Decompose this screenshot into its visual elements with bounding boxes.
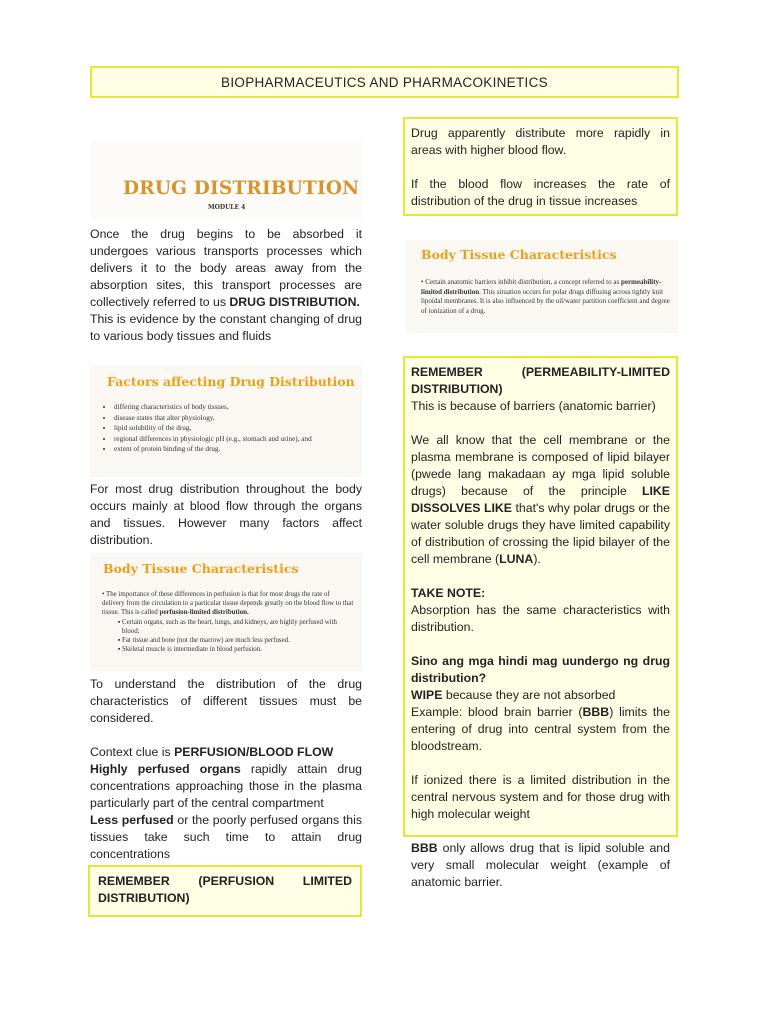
distribution-paragraph — [90, 481, 362, 549]
membrane-text: We all know that the cell membrane or the plasma membrane is composed of lipid bilayer (pwede lang makadaan ay mga lipid soluble drugs) because of the principle — [411, 433, 670, 498]
remember-permeability-box — [403, 356, 678, 889]
permeability-term: permeability-limited distribution — [421, 278, 662, 296]
list-item: • differing characteristics of body tissues, — [114, 402, 362, 413]
wipe-text: because they are not absorbed — [442, 688, 616, 702]
ionized-text: If ionized there is a limited distribution in the central nervous system and for those drug with high molecular weight — [411, 773, 670, 821]
factors-list — [100, 402, 362, 455]
barrier-text: This is because of barriers (anatomic barrier) — [411, 399, 656, 413]
intro-paragraph — [90, 226, 362, 345]
blood-flow-increase: If the blood flow increases the rate of distribution of the drug in tissue increases — [411, 177, 670, 208]
slide-subtitle: MODULE 4 — [208, 204, 246, 211]
perfusion-main: The importance of these differences in perfusion is that for most drugs the rate of delivery from the circulation to a particular tissue depends greatly on the blood flow to that tissue. This is called — [102, 591, 354, 617]
bbb-text: only allows drug that is lipid soluble and very small molecular weight (example of anatomic barrier. — [411, 841, 670, 889]
example-text: Example: blood brain barrier ( — [411, 705, 583, 719]
highly-text: rapidly attain drug concentrations approaching those in the plasma particularly part of the central compartment — [90, 762, 362, 810]
list-item: • regional differences in physiologic pH (e.g., stomach and urine), and — [114, 434, 362, 445]
list-item: • disease states that alter physiology, — [114, 413, 362, 424]
less-term: Less perfused — [90, 813, 174, 827]
context-term: PERFUSION/BLOOD FLOW — [174, 745, 334, 759]
slide-title: Body Tissue Characteristics — [421, 247, 617, 262]
document-title: BIOPHARMACEUTICS AND PHARMACOKINETICS — [221, 74, 548, 90]
membrane-text-end: ). — [533, 552, 541, 566]
slide-title: DRUG DISTRIBUTION — [123, 178, 360, 199]
highly-term: Highly perfused organs — [90, 762, 241, 776]
less-text: or the poorly perfused organs this tissues take such time to attain drug concentrations — [90, 813, 362, 861]
slide-permeability — [405, 240, 678, 333]
remember-perfusion-box — [88, 865, 362, 917]
like-dissolves-term: LIKE DISSOLVES LIKE — [411, 484, 670, 515]
tissue-paragraph: To understand the distribution of the drug characteristics of different tissues must be considered. — [90, 677, 362, 725]
document-title-box — [90, 66, 679, 98]
bbb-term: BBB — [411, 841, 438, 855]
slide-title: Factors affecting Drug Distribution — [107, 374, 355, 389]
intro-term: DRUG DISTRIBUTION. — [229, 295, 360, 309]
list-item: ▪ Certain organs, such as the heart, lungs, and kidneys, are highly perfused with blood; — [122, 618, 354, 636]
distribution-text: For most drug distribution throughout the body occurs mainly at blood flow through the organs and tissues. However many factors affect distribution. — [90, 482, 362, 547]
slide-factors — [90, 365, 362, 477]
slide-body-tissue — [90, 553, 362, 671]
context-text: Context clue is — [90, 745, 175, 759]
slide-drug-distribution — [90, 140, 362, 220]
blood-flow-box — [403, 117, 678, 216]
remember-perfusion-text: REMEMBER (PERFUSION LIMITED DISTRIBUTION) — [98, 874, 352, 905]
question-text: Sino ang mga hindi mag uundergo ng drug distribution? — [411, 654, 670, 685]
permeability-c: . This situation occurs for polar drugs diffusing across tightly knit lipoidal membranes. It is also influenced by the oil/water partition coefficient and degree of ionization of a drug. — [421, 287, 670, 315]
slide-title: Body Tissue Characteristics — [103, 561, 299, 576]
list-item: ▪ Fat tissue and bone (not the marrow) are much less perfused. — [122, 636, 354, 645]
take-note-text: Absorption has the same characteristics with distribution. — [411, 603, 670, 634]
membrane-text-cont: that's why polar drugs or the water soluble drugs they have limited capability of distribution of crossing the lipid bilayer of the cell membrane ( — [411, 501, 670, 566]
list-item: • extent of protein binding of the drug. — [114, 444, 362, 455]
take-note-title: TAKE NOTE: — [411, 586, 486, 600]
permeability-text: • Certain anatomic barriers inhibit distribution, a concept referred to as permeability-limited distribution. This situation occurs for polar drugs diffusing across tightly knit lipoidal membranes. It is also influenced by the oil/water partition coefficient and degree of ionization of a drug. — [421, 278, 670, 315]
blood-flow-text: Drug apparently distribute more rapidly in areas with higher blood flow. — [411, 126, 670, 157]
list-item: ▪ Skeletal muscle is intermediate in blood perfusion. — [122, 645, 354, 654]
remember-permeability-title: REMEMBER (PERMEABILITY-LIMITED DISTRIBUTION) — [411, 365, 670, 396]
intro-evidence: This is evidence by the constant changing of drug to various body tissues and fluids — [90, 312, 362, 343]
intro-text: Once the drug begins to be absorbed it undergoes various transports processes which delivers it to the body areas away from the absorption sites, this transport processes are collectively referred to us — [90, 227, 362, 309]
wipe-term: WIPE — [411, 688, 443, 702]
list-item: • lipid solubility of the drug, — [114, 423, 362, 434]
bbb-term: BBB — [582, 705, 610, 719]
perfusion-text: • The importance of these differences in perfusion is that for most drugs the rate of delivery from the circulation to a particular tissue depends greatly on the blood flow to that tissue. This is called perfusion-limited distribution. ▪ Certain organs, such as the heart, lungs, and kidneys, are highly perfused with blood; ▪ Fat tissue and bone (not the marrow) are much less perfused. ▪ Skeletal muscle is intermediate in blood perfusion. — [102, 590, 354, 654]
luna-term: LUNA — [499, 552, 534, 566]
permeability-a: Certain anatomic barriers inhibit distribution, a concept referred to as — [425, 278, 621, 286]
perfusion-term: perfusion-limited distribution. — [159, 609, 249, 617]
example-text-cont: ) limits the entering of drug into central system from the bloodstream. — [411, 705, 670, 753]
left-body-text — [90, 676, 362, 863]
